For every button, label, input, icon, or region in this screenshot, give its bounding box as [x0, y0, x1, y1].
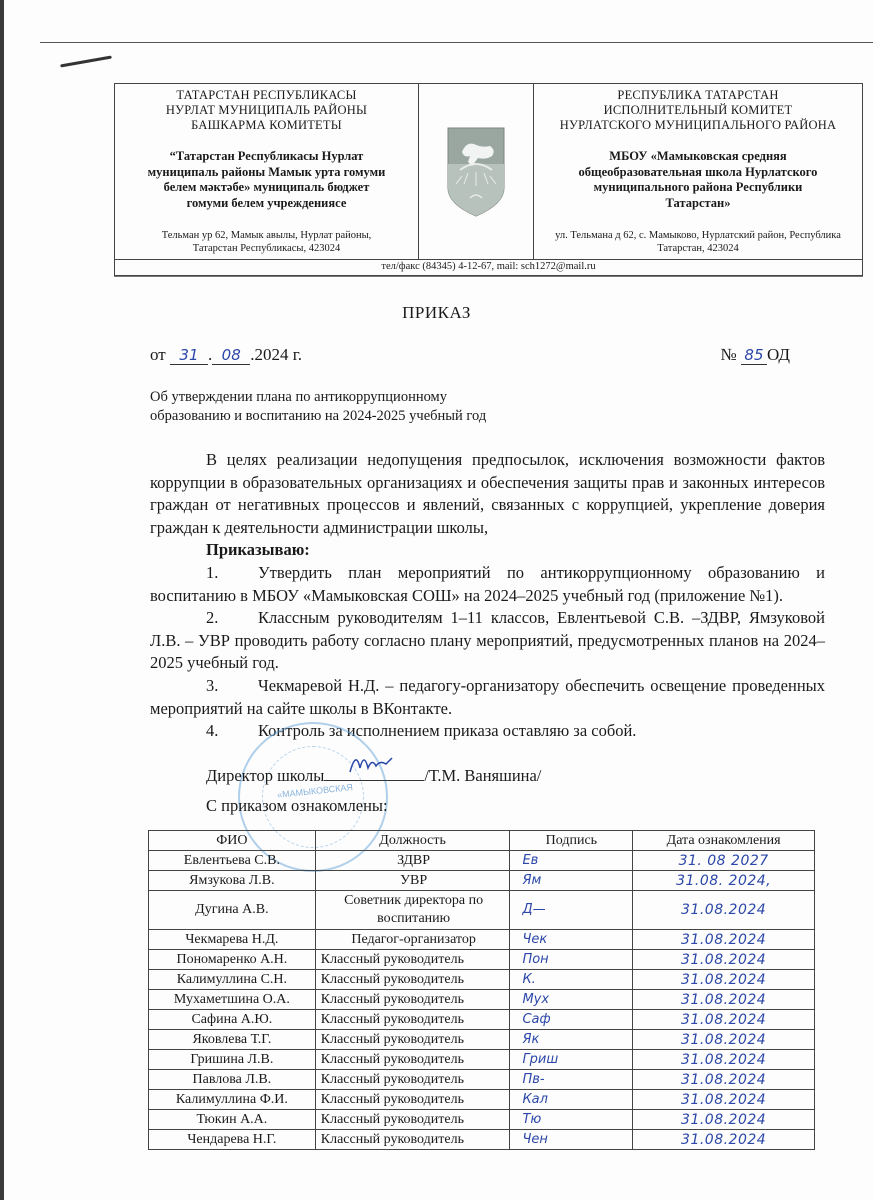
order-number-value: 85: [741, 346, 767, 365]
signature-cell: К.: [510, 970, 633, 990]
table-row: Евлентьева С.В. ЗДВР Ев 31. 08 2027: [149, 851, 815, 871]
scan-edge: [0, 0, 4, 1200]
school-stamp: «МАМЫКОВСКАЯ: [238, 722, 388, 872]
emblem-cell: [419, 84, 534, 259]
signature-cell: Ев: [510, 851, 633, 871]
order-number: № 85 ОД: [720, 345, 790, 364]
order-item: 3. Чекмаревой Н.Д. – педагогу-организатору обеспечить освещение проведенных мероприятий на сайте школы в ВКонтакте.: [150, 675, 825, 718]
tatar-school-name: “Татарстан Республикасы Нурлат муниципаль районы Мамык урта гомуми белем мәктәбе» муниципаль бюджет гомуми белем учреждениясе: [147, 149, 386, 210]
russian-address: ул. Тельмана д 62, с. Мамыково, Нурлатский район, Республика Татарстан, 423024: [555, 230, 841, 254]
table-row: Сафина А.Ю. Классный руководитель Саф 31.08.2024: [149, 1010, 815, 1030]
coat-of-arms-icon: [446, 126, 506, 218]
column-header: Должность: [315, 831, 510, 851]
table-row: Чендарева Н.Г. Классный руководитель Чен 31.08.2024: [149, 1130, 815, 1150]
column-header: Подпись: [510, 831, 633, 851]
order-date: от 31 . 08 .2024 г.: [150, 345, 303, 364]
handwritten-signature-icon: [346, 748, 396, 778]
order-date-number: [150, 345, 790, 365]
table-row: Гришина Л.В. Классный руководитель Гриш 31.08.2024: [149, 1050, 815, 1070]
signature-name: /Т.М. Ваняшина/: [424, 766, 542, 785]
column-header: Дата ознакомления: [633, 831, 815, 851]
russian-org: РЕСПУБЛИКА ТАТАРСТАН ИСПОЛНИТЕЛЬНЫЙ КОМИТЕТ НУРЛАТСКОГО МУНИЦИПАЛЬНОГО РАЙОНА: [559, 88, 837, 132]
table-row: Чекмарева Н.Д. Педагог-организатор Чек 31.08.2024: [149, 930, 815, 950]
signature-cell: Як: [510, 1030, 633, 1050]
pen-mark: [60, 56, 112, 68]
signature-cell: Пон: [510, 950, 633, 970]
table-row: Калимуллина С.Н. Классный руководитель К. 31.08.2024: [149, 970, 815, 990]
table-row: Дугина А.В. Советник директора по воспитанию Д— 31.08.2024: [149, 891, 815, 930]
letterhead: [114, 83, 863, 260]
signature-cell: Мух: [510, 990, 633, 1010]
table-header-row: [149, 831, 815, 851]
signature-cell: Пв-: [510, 1070, 633, 1090]
tatar-address: Тельман ур 62, Мамык авылы, Нурлат районы, Татарстан Республикасы, 423024: [161, 230, 372, 254]
signature-cell: Чен: [510, 1130, 633, 1150]
table-row: Яковлева Т.Г. Классный руководитель Як 31.08.2024: [149, 1030, 815, 1050]
contact-info: тел/факс (84345) 4-12-67, mail: sch1272@mail.ru: [114, 259, 863, 276]
table-row: Калимуллина Ф.И. Классный руководитель Кал 31.08.2024: [149, 1090, 815, 1110]
table-row: Тюкин А.А. Классный руководитель Тю 31.08.2024: [149, 1110, 815, 1130]
signature-cell: Кал: [510, 1090, 633, 1110]
tatar-org: ТАТАРСТАН РЕСПУБЛИКАСЫ НУРЛАТ МУНИЦИПАЛЬ РАЙОНЫ БАШКАРМА КОМИТЕТЫ: [165, 88, 368, 132]
letterhead-russian: [534, 84, 862, 259]
letterhead-tatar: [115, 84, 419, 259]
order-item: 1. Утвердить план мероприятий по антикоррупционному образованию и воспитанию в МБОУ «Мамыковская СОШ» на 2024–2025 учебный год (приложение №1).: [150, 562, 825, 605]
table-row: Павлова Л.В. Классный руководитель Пв- 31.08.2024: [149, 1070, 815, 1090]
order-item: 2. Классным руководителям 1–11 классов, Евлентьевой С.В. –ЗДВР, Ямзуковой Л.В. – УВР проводить работу согласно плану мероприятий, предусмотренных планов на 2024–2025 учебный год.: [150, 608, 825, 673]
signature-cell: Д—: [510, 891, 633, 930]
top-rule: [40, 42, 873, 43]
signature-cell: Ям: [510, 871, 633, 891]
divider: [114, 276, 863, 277]
order-body: [150, 449, 825, 743]
acknowledgement-table: [148, 830, 815, 1150]
signature-cell: Гриш: [510, 1050, 633, 1070]
signature-line: [324, 764, 424, 781]
russian-school-name: МБОУ «Мамыковская средняя общеобразовательная школа Нурлатского муниципального района Республики Татарстан»: [578, 149, 818, 210]
column-header: ФИО: [149, 831, 316, 851]
order-subject: Об утверждении плана по антикоррупционному образованию и воспитанию на 2024-2025 учебный год: [150, 389, 487, 424]
document-title: ПРИКАЗ: [402, 303, 471, 322]
signature-cell: Тю: [510, 1110, 633, 1130]
order-day: 31: [170, 346, 208, 365]
signature-cell: Чек: [510, 930, 633, 950]
order-word: Приказываю:: [206, 540, 310, 560]
order-item: 4. Контроль за исполнением приказа оставляю за собой.: [206, 721, 637, 741]
order-month: 08: [212, 346, 250, 365]
table-row: Ямзукова Л.В. УВР Ям 31.08. 2024,: [149, 871, 815, 891]
director-signature: [206, 764, 541, 786]
signature-cell: Саф: [510, 1010, 633, 1030]
table-row: Пономаренко А.Н. Классный руководитель Пон 31.08.2024: [149, 950, 815, 970]
acknowledgement-title: С приказом ознакомлены:: [206, 796, 388, 815]
signature-role: Директор школы: [206, 766, 325, 785]
preamble: В целях реализации недопущения предпосылок, исключения возможности фактов коррупции в образовательных организациях и обеспечения защиты прав и законных интересов граждан от негативных процессов и явлений, связанных с коррупцией, укрепление доверия граждан к деятельности администрации школы,: [150, 450, 825, 537]
table-row: Мухаметшина О.А. Классный руководитель Мух 31.08.2024: [149, 990, 815, 1010]
